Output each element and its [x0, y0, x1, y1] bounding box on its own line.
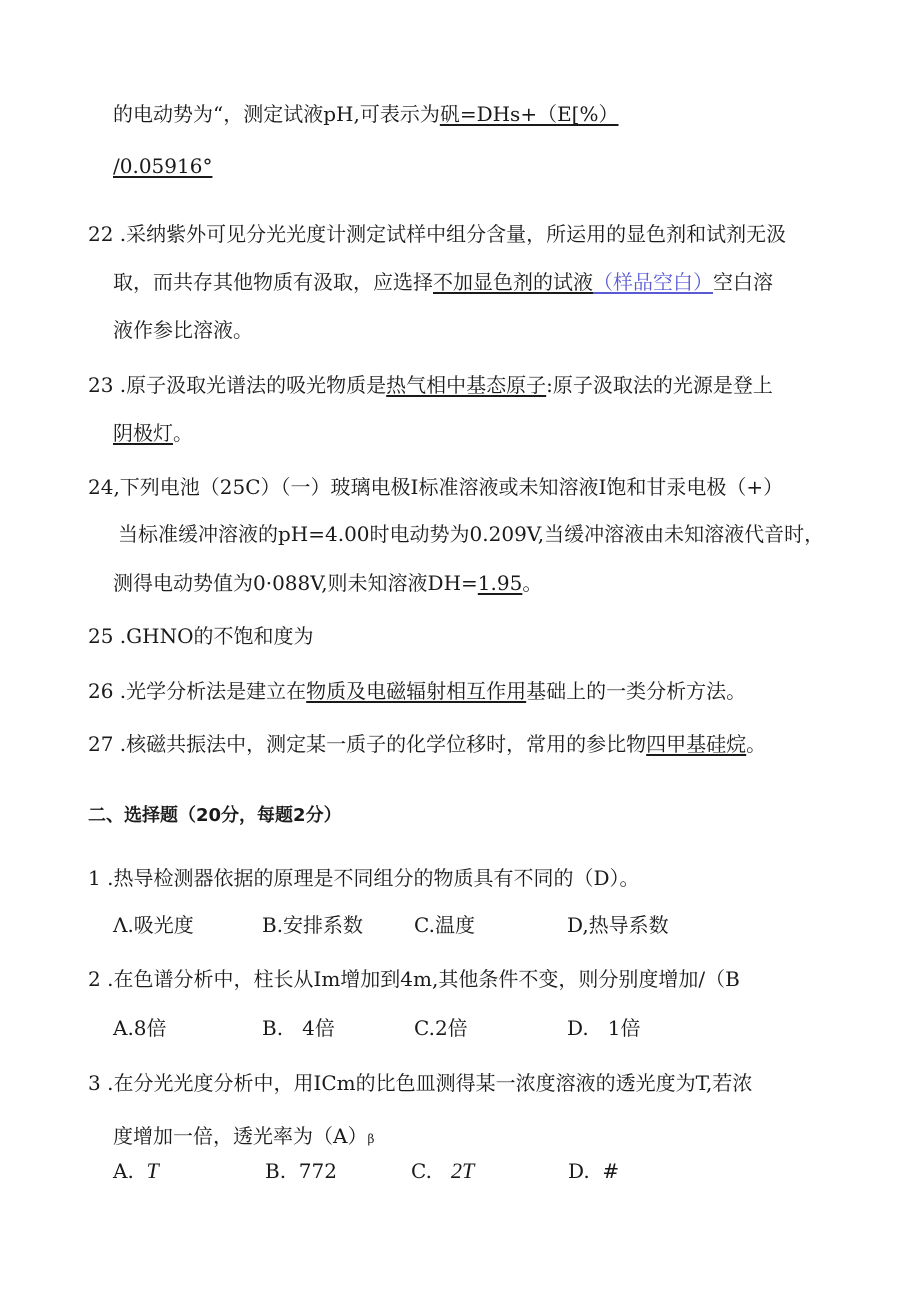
- q24-answer: 1.95: [477, 571, 523, 595]
- q21-line-1: [113, 102, 619, 126]
- q26-line-1: [88, 679, 746, 703]
- mc1-option-c: C.温度: [414, 913, 475, 937]
- q24-period: 。: [522, 571, 543, 595]
- q23-period: 。: [173, 421, 193, 445]
- mc3-option-c-label: C.: [411, 1159, 432, 1183]
- q23-text-b: :原子汲取法的光源是登上: [546, 373, 773, 397]
- q24-text-a: 测得电动势值为0·088V,则未知溶液DH=: [113, 571, 478, 595]
- mc2-option-b: B. 4倍: [262, 1016, 335, 1040]
- mc3-option-b-label: B.: [265, 1159, 287, 1183]
- q22-line-2: [113, 270, 773, 294]
- q22-answer: 不加显色剂的试液: [433, 270, 593, 294]
- q22-line-3: 液作参比溶液。: [113, 318, 253, 342]
- q27-answer: 四甲基硅烷: [646, 732, 747, 756]
- mc1-option-d: D,热导系数: [567, 913, 669, 937]
- mc1-stem: 1 .热导检测器依据的原理是不同组分的物质具有不同的（D）。: [88, 866, 640, 890]
- mc3-option-d-label: D.: [568, 1159, 590, 1183]
- q25-line-1: 25 .GHNO的不饱和度为: [88, 624, 314, 648]
- q23-text-a: 23 .原子汲取光谱法的吸光物质是: [88, 373, 387, 397]
- mc3-option-c-value: 2T: [451, 1158, 475, 1183]
- q22-text-a: 取，而共存其他物质有汲取，应选择: [113, 270, 433, 294]
- mc3-option-a-label: A.: [113, 1159, 134, 1183]
- mc3-option-b: [265, 1159, 337, 1183]
- q27-period: 。: [746, 732, 767, 756]
- q21-answer-part2: /0.05916°: [113, 154, 213, 178]
- q21-line-2: [113, 154, 212, 178]
- q27-line-1: [88, 732, 766, 756]
- mc3-stem-line-1: 3 .在分光光度分析中，用ICm的比色皿测得某一浓度溶液的透光度为T,若浓: [88, 1071, 753, 1095]
- q26-answer: 物质及电磁辐射相互作用: [306, 679, 527, 703]
- mc3-stem-line-2: [113, 1124, 374, 1151]
- q24-line-3: [113, 571, 542, 595]
- q23-line-1: [88, 373, 773, 397]
- q21-text: 的电动势为“，测定试液pH,可表示为: [113, 102, 440, 126]
- mc2-option-a: A.8倍: [113, 1016, 167, 1040]
- mc2-option-c: C.2倍: [414, 1016, 468, 1040]
- mc1-option-a: Λ.吸光度: [113, 913, 194, 937]
- mc3-stem-text: 度增加一倍，透光率为（A）: [113, 1124, 368, 1148]
- q21-answer-part1: 矾=DHs+（E[%）: [439, 102, 619, 126]
- q24-line-1: 24,下列电池（25C）（一）玻璃电极I标准溶液或未知溶液I饱和甘汞电极（+）: [88, 475, 784, 499]
- mc2-option-d: D. 1倍: [567, 1016, 641, 1040]
- q26-text-a: 26 .光学分析法是建立在: [88, 679, 307, 703]
- mc3-option-b-value: 772: [298, 1159, 337, 1183]
- q22-answer-note: （样品空白）: [593, 270, 713, 294]
- mc2-stem: 2 .在色谱分析中，柱长从Im增加到4m,其他条件不变，则分别度增加/（B: [88, 967, 740, 991]
- mc3-option-d: [568, 1159, 619, 1183]
- mc1-option-b: B.安排系数: [262, 913, 364, 937]
- mc3-option-d-value: #: [602, 1159, 620, 1183]
- q27-text-a: 27 .核磁共振法中，测定某一质子的化学位移时，常用的参比物: [88, 732, 647, 756]
- q23-line-2: [113, 421, 193, 445]
- q22-line-1: 22 .采纳紫外可见分光光度计测定试样中组分含量，所运用的显色剂和试剂无汲: [88, 222, 787, 246]
- q23-answer-1: 热气相中基态原子: [386, 373, 547, 397]
- mc3-option-a-value: T: [146, 1158, 159, 1183]
- q24-line-2: 当标准缓冲溶液的pH=4.00时电动势为0.209V,当缓冲溶液由未知溶液代音时，: [118, 522, 825, 546]
- q23-answer-2: 阴极灯: [113, 421, 173, 445]
- section-2-title: 二、选择题（20分，每题2分）: [88, 805, 342, 826]
- q22-text-b: 空白溶: [713, 270, 773, 294]
- mc3-stem-sub: β: [367, 1132, 375, 1146]
- mc3-option-a: [113, 1159, 159, 1183]
- mc3-option-c: [411, 1159, 474, 1183]
- q26-text-b: 基础上的一类分析方法。: [526, 679, 747, 703]
